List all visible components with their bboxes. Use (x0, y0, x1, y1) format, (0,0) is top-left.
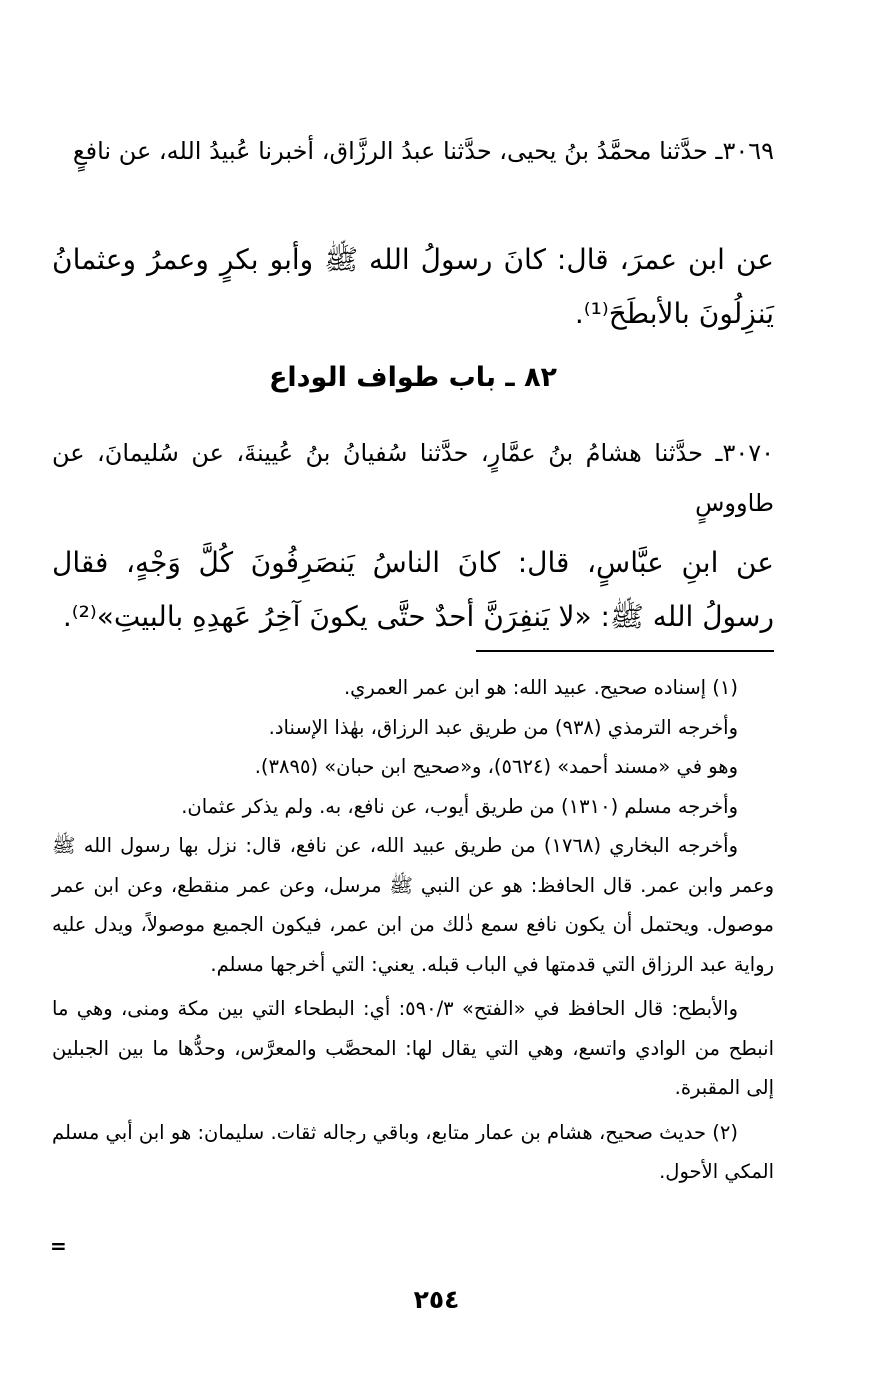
footnote-1-paragraph: وأخرجه البخاري (١٧٦٨) من طريق عبيد الله، عن نافع، قال: نزل بها رسول الله ﷺ وعمر وابن عمر. قال الحافظ: هو عن النبي ﷺ مرسل، وعن عمر منقطع، وعن ابن عمر موصول. ويحتمل أن يكون نافع سمع ذٰلك من ابن عمر، فيكون الجميع موصولاً، ويدل عليه رواية عبد الرزاق التي قدمتها في الباب قبله. يعني: التي أخرجها مسلم. (52, 834, 774, 976)
hadith-3069-text: عن ابن عمرَ، قال: كانَ رسولُ الله ﷺ وأبو بكرٍ وعمرُ وعثمانُ يَنزِلُونَ بالأبطَحَ⁽¹⁾. (52, 243, 774, 330)
footnote-2: (٢) حديث صحيح، هشام بن عمار متابع، وباقي رجاله ثقات. سليمان: هو ابن أبي مسلم المكي الأحول. (52, 1120, 774, 1183)
footnote-1-line: وأخرجه الترمذي (٩٣٨) من طريق عبد الرزاق، بهٰذا الإسناد. (268, 715, 738, 739)
chapter-title: ٨٢ ـ باب طواف الوداع (268, 362, 558, 393)
hadith-3069-chain: ٣٠٦٩ـ حدَّثنا محمَّدُ بنُ يحيى، حدَّثنا عبدُ الرزَّاق، أخبرنا عُبيدُ الله، عن نافعٍ (72, 137, 774, 165)
hadith-3070-text: عن ابنِ عبَّاسٍ، قال: كانَ الناسُ يَنصَرِفُونَ كُلَّ وَجْهٍ، فقال رسولُ الله ﷺ: «لا يَنفِرَنَّ أحدٌ حتَّى يكونَ آخِرُ عَهدِهِ بالبيتِ»⁽²⁾. (52, 546, 774, 633)
footnotes (52, 668, 774, 1192)
footnote-1-intro: (١) إسناده صحيح. عبيد الله: هو ابن عمر العمري. (343, 676, 738, 699)
footnote-1-abtah-note: والأبطح: قال الحافظ في «الفتح» ٥٩٠/٣: أي: البطحاء التي بين مكة ومنى، وهي ما انبطح من الوادي واتسع، وهي التي يقال لها: المحصَّب والمعرَّس، وحدُّها ما بين الجبلين إلى المقبرة. (52, 997, 774, 1099)
page-number: ٢٥٤ (413, 1285, 460, 1314)
continuation-mark: = (50, 1234, 67, 1258)
footnote-1-line: وهو في «مسند أحمد» (٥٦٢٤)، و«صحيح ابن حبان» (٣٨٩٥). (254, 755, 738, 778)
footnote-separator (476, 650, 774, 652)
footnote-1-line: وأخرجه مسلم (١٣١٠) من طريق أيوب، عن نافع، به. ولم يذكر عثمان. (181, 794, 738, 818)
hadith-3070-chain: ٣٠٧٠ـ حدَّثنا هشامُ بنُ عمَّارٍ، حدَّثنا سُفيانُ بنُ عُيينةَ، عن سُليمانَ، عن طاووسٍ (52, 439, 774, 517)
